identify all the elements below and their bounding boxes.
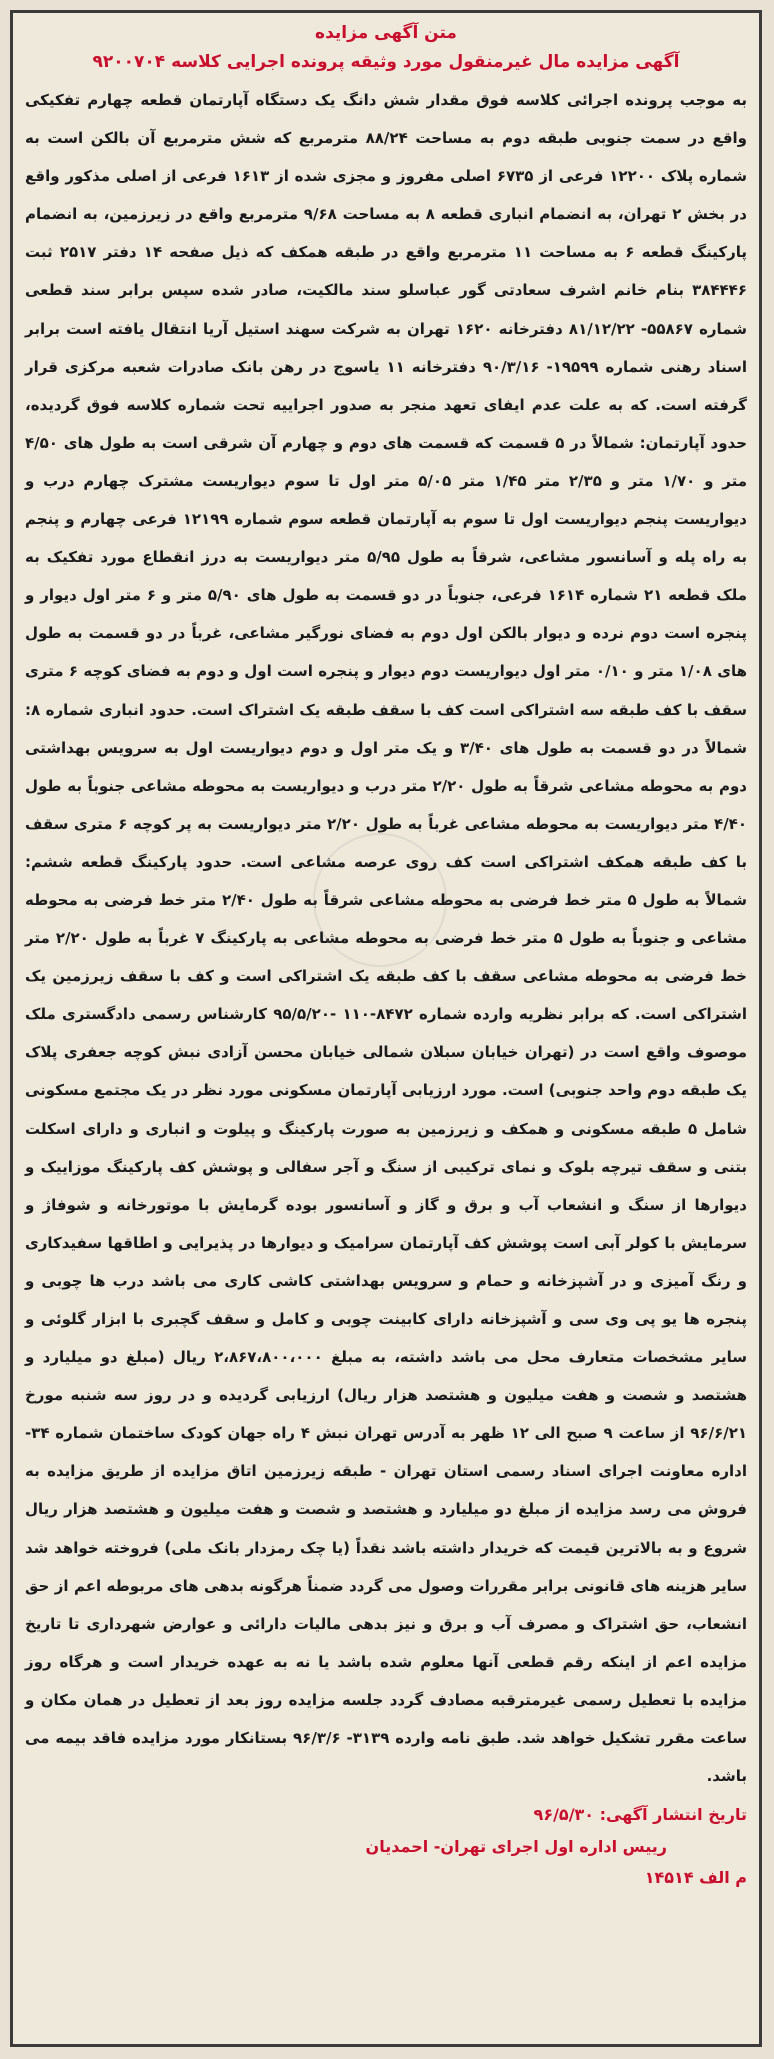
notice-body: به موجب پرونده اجرائی کلاسه فوق مقدار شش دانگ یک دستگاه آپارتمان قطعه چهارم تفکیکی واقع در سمت جنوبی طبقه دوم به مساحت ۸۸/۲۴ مترمربع که شش مترمربع آن بالکن است به شماره پلاک ۱۲۲۰۰ فرعی از ۶۷۳۵ اصلی مفروز و مجزی شده از ۱۶۱۳ فرعی از اصلی مذکور واقع در بخش ۲ تهران، به انضمام انباری قطعه ۸ به مساحت ۹/۶۸ مترمربع واقع در زیرزمین، به انضمام پارکینگ قطعه ۶ به مساحت ۱۱ مترمربع واقع در طبقه همکف که ذیل صفحه ۱۴ دفتر ۲۵۱۷ ثبت ۳۸۴۴۴۶ بنام خانم اشرف سعادتی گور عباسلو سند مالکیت، صادر شده سپس برابر سند قطعی شماره ۵۵۸۶۷- ۸۱/۱۲/۲۲ دفترخانه ۱۶۲۰ تهران به شرکت سهند استیل آریا انتقال یافته است برابر اسناد رهنی شماره ۱۹۵۹۹- ۹۰/۳/۱۶ دفترخانه ۱۱ یاسوج در رهن بانک صادرات شعبه مرکزی قرار گرفته است. که به علت عدم ایفای تعهد منجر به صدور اجراییه تحت شماره کلاسه فوق گردیده، حدود آپارتمان: شمالاً در ۵ قسمت که قسمت های دوم و چهارم آن شرقی است به طول های ۴/۵۰ متر و ۱/۷۰ متر و ۲/۳۵ متر ۱/۴۵ متر ۵/۰۵ متر اول تا سوم دیواریست مشترک چهارم درب و دیواریست پنجم دیواریست اول تا سوم به آپارتمان قطعه سوم شماره ۱۲۱۹۹ فرعی چهارم و پنجم به راه پله و آسانسور مشاعی، شرقاً به طول ۵/۹۵ متر دیواریست به درز انقطاع مورد تفکیک به ملک قطعه ۲۱ شماره ۱۶۱۴ فرعی، جنوباً در دو قسمت به طول های ۵/۹۰ متر و ۶ متر اول دیوار و پنجره است دوم نرده و دیوار بالکن اول دوم به فضای نورگیر مشاعی، غرباً در دو قسمت به طول های ۱/۰۸ متر و ۰/۱۰ متر اول دیواریست دوم دیوار و پنجره است اول و دوم به فضای کوچه ۶ متری سقف با کف طبقه سه اشتراکی است کف با سقف طبقه یک اشتراک است. حدود انباری شماره ۸: شمالاً در دو قسمت به طول های ۳/۴۰ و یک متر اول و دوم دیواریست اول به سرویس بهداشتی دوم به محوطه مشاعی شرقاً به طول ۲/۲۰ متر درب و دیواریست به محوطه مشاعی جنوباً به طول ۴/۴۰ متر دیواریست به محوطه مشاعی غرباً به طول ۲/۲۰ متر دیواریست به پر کوچه ۶ متری سقف با کف طبقه همکف اشتراکی است کف روی عرصه مشاعی است. حدود پارکینگ قطعه ششم: شمالاً به طول ۵ متر خط فرضی به محوطه مشاعی شرقاً به طول ۲/۴۰ متر خط فرضی به محوطه مشاعی و جنوباً به طول ۵ متر خط فرضی به محوطه مشاعی به پارکینگ ۷ غرباً به طول ۲/۲۰ متر خط فرضی به محوطه مشاعی سقف با کف طبقه یک اشتراکی است و کف با سقف زیرزمین یک اشتراکی است. که برابر نظریه وارده شماره ۸۴۷۲-۱۱۰ -۹۵/۵/۲۰ کارشناس رسمی دادگستری ملک موصوف واقع است در (تهران خیابان سبلان شمالی خیابان محسن آزادی نبش کوچه جعفری پلاک یک طبقه دوم واحد جنوبی) است. مورد ارزیابی آپارتمان مسکونی مورد نظر در یک مجتمع مسکونی شامل ۵ طبقه مسکونی و همکف و زیرزمین به صورت پارکینگ و پیلوت و انباری و دارای اسکلت بتنی و سقف تیرچه بلوک و نمای ترکیبی از سنگ و آجر سفالی و پوشش کف پارکینگ موزاییک و دیوارها از سنگ و انشعاب آب و برق و گاز و آسانسور بوده گرمایش با موتورخانه و شوفاژ و سرمایش با کولر آبی است پوشش کف آپارتمان سرامیک و دیوارها در پذیرایی و اطاقها سفیدکاری و رنگ آمیزی و در آشپزخانه و حمام و سرویس بهداشتی کاشی کاری می باشد درب ها چوبی و پنجره ها یو پی وی سی و آشپزخانه دارای کابینت چوبی و کامل و سقف گچبری با ابزار گلوئی و سایر مشخصات متعارف محل می باشد داشته، به مبلغ ۲،۸۶۷،۸۰۰،۰۰۰ ریال (مبلغ دو میلیارد و هشتصد و شصت و هفت میلیون و هشتصد هزار ریال) ارزیابی گردیده و در روز سه شنبه مورخ ۹۶/۶/۲۱ از ساعت ۹ صبح الی ۱۲ ظهر به آدرس تهران نبش ۴ راه جهان کودک ساختمان شماره ۳۴- اداره معاونت اجرای اسناد رسمی استان تهران - طبقه زیرزمین اتاق مزایده از طریق مزایده به فروش می رسد مزایده از مبلغ دو میلیارد و هشتصد و شصت و هفت میلیون و هشتصد هزار ریال شروع و به بالاترین قیمت که خریدار داشته باشد نقداً (یا چک رمزدار بانک ملی) فروخته خواهد شد سایر هزینه های قانونی برابر مقررات وصول می گردد ضمناً هرگونه بدهی های مربوطه اعم از حق انشعاب، حق اشتراک و مصرف آب و برق و نیز بدهی مالیات دارائی و عوارض شهرداری تا تاریخ مزایده اعم از اینکه رقم قطعی آنها معلوم شده باشد یا نه به عهده خریدار است و هرگاه روز مزایده با تعطیل رسمی غیرمترقبه مصادف گردد جلسه مزایده روز بعد از تعطیل در همان مکان و ساعت مقرر تشکیل خواهد شد. طبق نامه وارده ۳۱۳۹- ۹۶/۳/۶ بستانکار مورد مزایده فاقد بیمه می باشد. bbox=[25, 91, 748, 1786]
signer-name: رییس اداره اول اجرای تهران- احمدیان bbox=[365, 1837, 667, 1857]
publication-date: تاریخ انتشار آگهی: ۹۶/۵/۳۰ bbox=[533, 1805, 747, 1825]
notice-title: متن آگهی مزایده bbox=[315, 23, 457, 43]
reference-number: م الف ۱۴۵۱۴ bbox=[644, 1868, 747, 1888]
notice-paper bbox=[10, 10, 762, 2047]
notice-subtitle: آگهی مزایده مال غیرمنقول مورد وثیقه پرونده اجرایی کلاسه ۹۲۰۰۷۰۴ bbox=[92, 52, 680, 72]
